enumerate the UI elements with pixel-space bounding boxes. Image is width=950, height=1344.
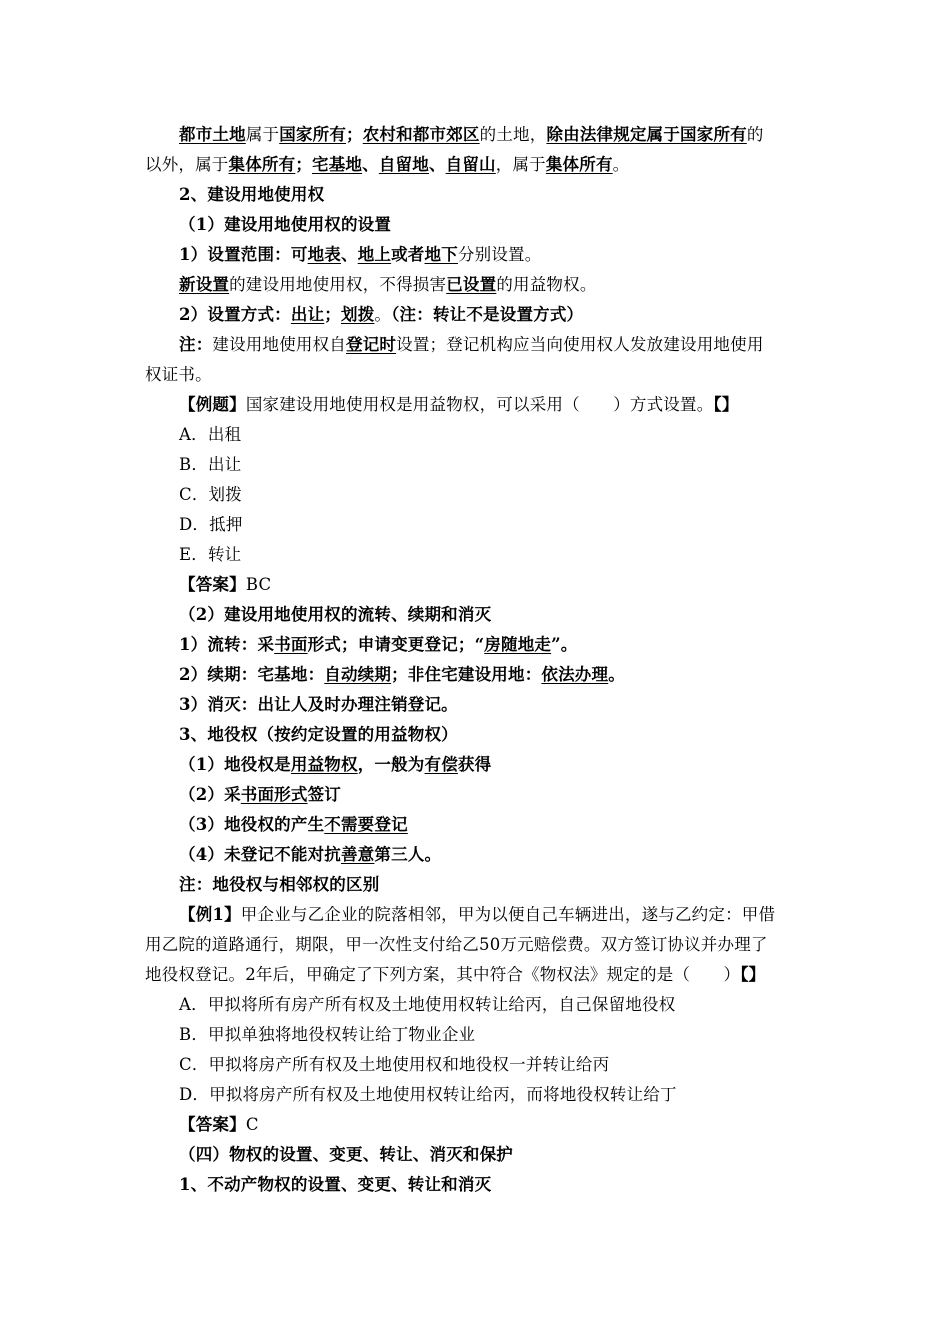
section-heading: 1、不动产物权的设置、变更、转让和消灭 (179, 1175, 492, 1194)
paragraph-land-ownership-cont: 以外，属于集体所有；宅基地、自留地、自留山，属于集体所有。 (145, 155, 630, 174)
example-question: 【例1】甲企业与乙企业的院落相邻，甲为以便自己车辆进出，遂与乙约定：甲借 (179, 905, 776, 924)
note-easement: 注：地役权与相邻权的区别 (179, 875, 380, 894)
answer: 【答案】BC (179, 575, 272, 594)
extinction-rule: 3）消灭：出让人及时办理注销登记。 (179, 695, 458, 714)
note-registration: 注：建设用地使用权自登记时设置；登记机构应当向使用权人发放建设用地使用 (179, 335, 764, 354)
answer: 【答案】C (179, 1115, 259, 1134)
easement-point-4: （4）未登记不能对抗善意第三人。 (179, 845, 442, 864)
option-a: A．甲拟将所有房产所有权及土地使用权转让给丙，自己保留地役权 (179, 995, 676, 1014)
renewal-rule: 2）续期：宅基地：自动续期；非住宅建设用地：依法办理。 (179, 665, 625, 684)
new-setting-rule: 新设置的建设用地使用权，不得损害已设置的用益物权。 (179, 275, 597, 294)
option-b: B．出让 (179, 455, 242, 474)
easement-point-3: （3）地役权的产生不需要登记 (179, 815, 408, 834)
easement-point-2: （2）采书面形式签订 (179, 785, 341, 804)
example-question: 【例题】国家建设用地使用权是用益物权，可以采用（ ）方式设置。【】 (179, 395, 739, 414)
option-e: E．转让 (179, 545, 242, 564)
option-a: A．出租 (179, 425, 242, 444)
setting-method: 2）设置方式：出让；划拨。（注：转让不是设置方式） (179, 305, 584, 324)
note-registration-cont: 权证书。 (145, 365, 212, 384)
example-question-cont: 用乙院的道路通行，期限，甲一次性支付给乙50万元赔偿费。双方签订协议并办理了 (145, 935, 768, 954)
option-d: D．甲拟将房产所有权及土地使用权转让给丙，而将地役权转让给丁 (179, 1085, 677, 1104)
option-c: C．甲拟将房产所有权及土地使用权和地役权一并转让给丙 (179, 1055, 610, 1074)
setting-scope: 1）设置范围：可地表、地上或者地下分别设置。 (179, 245, 542, 264)
chapter-heading: （四）物权的设置、变更、转让、消灭和保护 (179, 1145, 513, 1164)
paragraph-land-ownership: 都市土地属于国家所有；农村和都市郊区的土地，除由法律规定属于国家所有的 (179, 125, 764, 144)
section-heading: 3、地役权（按约定设置的用益物权） (179, 725, 458, 744)
section-heading: 2、建设用地使用权 (179, 185, 325, 204)
option-d: D．抵押 (179, 515, 243, 534)
transfer-rule: 1）流转：采书面形式；申请变更登记；“房随地走”。 (179, 635, 578, 654)
subsection-heading: （1）建设用地使用权的设置 (179, 215, 392, 234)
example-question-cont: 地役权登记。2年后，甲确定了下列方案，其中符合《物权法》规定的是（ ）【】 (145, 965, 766, 984)
option-c: C．划拨 (179, 485, 242, 504)
easement-point-1: （1）地役权是用益物权，一般为有偿获得 (179, 755, 492, 774)
subsection-heading: （2）建设用地使用权的流转、续期和消灭 (179, 605, 492, 624)
option-b: B．甲拟单独将地役权转让给丁物业企业 (179, 1025, 476, 1044)
